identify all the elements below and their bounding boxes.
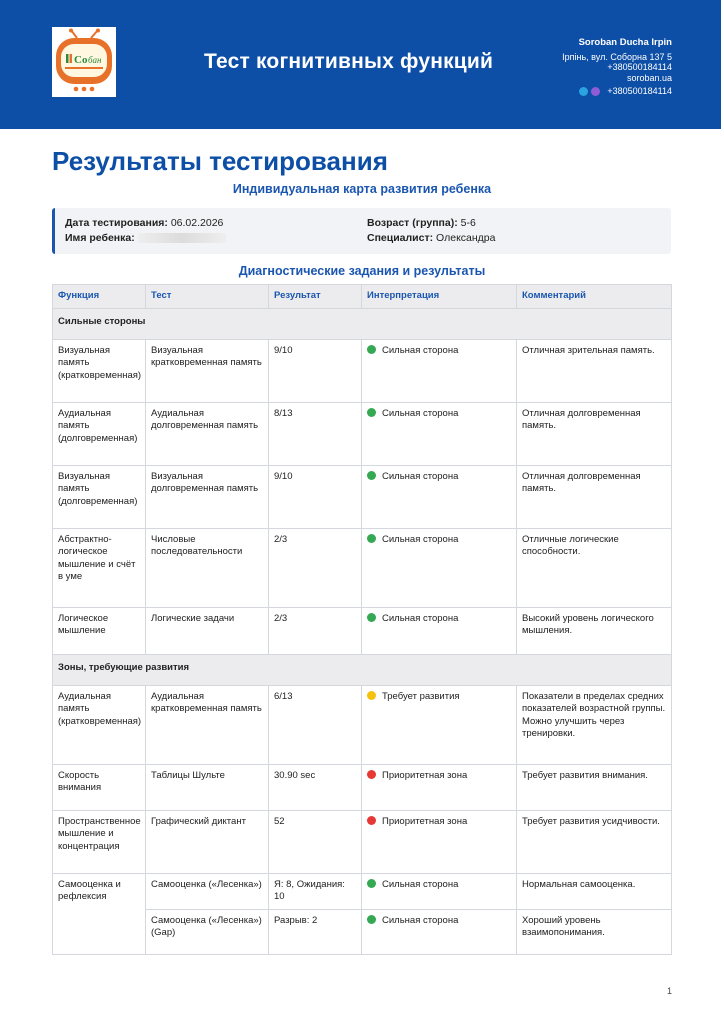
table-header-row <box>53 285 672 309</box>
viber-icon[interactable] <box>591 87 600 96</box>
results-table <box>52 284 672 955</box>
table-row: Самооценка и рефлексия Самооценка («Лесенка») Я: 8, Ожидания: 10 Сильная сторона Нормальная самооценка. <box>53 873 672 909</box>
page-subtitle: Индивидуальная карта развития ребенка <box>232 182 492 196</box>
section-title: Диагностические задания и результаты <box>238 264 486 278</box>
column-header: Тест <box>146 285 269 309</box>
contact-site[interactable]: soroban.ua <box>626 72 672 83</box>
header-title: Тест когнитивных функций <box>204 50 494 73</box>
contact-messengers <box>562 86 672 97</box>
status-dot-icon <box>367 613 376 622</box>
status-dot-icon <box>367 770 376 779</box>
table-row: Аудиальная память (кратковременная) Аудиальная кратковременная память 6/13 Требует развития Показатели в пределах средних показателей возрастной группы. Можно улучшить через тренировки. <box>53 685 672 764</box>
table-row: Визуальная память (кратковременная) Визуальная кратковременная память 9/10 Сильная сторона Отличная зрительная память. <box>53 339 672 402</box>
table-row: Абстрактно-логическое мышление и счёт в уме Числовые последовательности 2/3 Сильная сторона Отличные логические способности. <box>53 528 672 607</box>
age-group: Возраст (группа): 5-6 <box>367 217 476 229</box>
column-header: Функция <box>53 285 146 309</box>
logo <box>52 27 116 97</box>
page-header <box>0 0 724 129</box>
svg-text:Со: Со <box>74 54 88 66</box>
table-row: Скорость внимания Таблицы Шульте 30.90 sec Приоритетная зона Требует развития внимания. <box>53 764 672 810</box>
contact-block <box>562 38 672 97</box>
page-title: Результаты тестирования <box>52 146 388 176</box>
status-dot-icon <box>367 408 376 417</box>
messenger-phone[interactable]: +380500184114 <box>607 86 672 96</box>
status-dot-icon <box>367 691 376 700</box>
column-header: Результат <box>269 285 362 309</box>
specialist: Специалист: Олександра <box>367 232 496 244</box>
contact-name: Soroban Ducha Irpin <box>578 37 672 48</box>
contact-phone[interactable]: +380500184114 <box>607 62 672 72</box>
status-dot-icon <box>367 471 376 480</box>
test-date: Дата тестирования: 06.02.2026 <box>65 217 224 229</box>
soroban-logo-icon <box>53 28 115 96</box>
table-row: Самооценка («Лесенка») (Gap) Разрыв: 2 Сильная сторона Хороший уровень взаимопонимания. <box>53 909 672 954</box>
status-dot-icon <box>367 816 376 825</box>
status-dot-icon <box>367 345 376 354</box>
page-number: 1 <box>666 986 672 996</box>
table-row: Аудиальная память (долговременная) Аудиальная долговременная память 8/13 Сильная сторона Отличная долговременная память. <box>53 402 672 465</box>
status-dot-icon <box>367 534 376 543</box>
telegram-icon[interactable] <box>579 87 588 96</box>
contact-address: Ірпінь, вул. Соборна 137 5 <box>562 51 672 62</box>
status-dot-icon <box>367 879 376 888</box>
column-header: Интерпретация <box>362 285 517 309</box>
table-row: Пространственное мышление и концентрация Графический диктант 52 Приоритетная зона Требует развития усидчивости. <box>53 810 672 873</box>
table-row: Визуальная память (долговременная) Визуальная долговременная память 9/10 Сильная сторона Отличная долговременная память. <box>53 465 672 528</box>
table-row: Логическое мышление Логические задачи 2/3 Сильная сторона Высокий уровень логического мышления. <box>53 607 672 654</box>
info-box <box>52 208 671 254</box>
child-name: Имя ребенка: <box>65 232 226 244</box>
redacted-name <box>138 233 226 243</box>
group-row-strong: Сильные стороны <box>53 308 672 339</box>
column-header: Комментарий <box>517 285 672 309</box>
svg-text:бан: бан <box>88 55 102 65</box>
status-dot-icon <box>367 915 376 924</box>
group-row-develop: Зоны, требующие развития <box>53 654 672 685</box>
